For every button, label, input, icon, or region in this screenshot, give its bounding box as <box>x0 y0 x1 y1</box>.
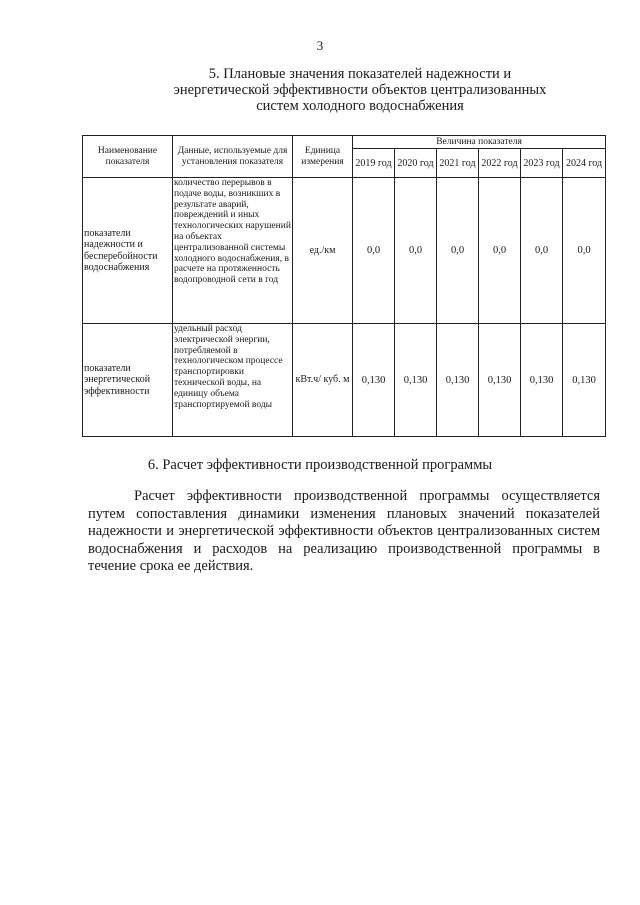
section-5-title-line: энергетической эффективности объектов централизованных <box>173 82 547 98</box>
row-unit: кВт.ч/ куб. м <box>293 324 353 437</box>
section-5-title-line: систем холодного водоснабжения <box>256 98 464 114</box>
section-5-title <box>120 66 600 114</box>
header-year: 2024 год <box>563 149 606 178</box>
header-year: 2021 год <box>437 149 479 178</box>
page-number: 3 <box>316 38 324 53</box>
header-year: 2023 год <box>521 149 563 178</box>
header-unit: Единица измерения <box>293 136 353 178</box>
indicators-table <box>82 135 606 437</box>
row-indicator-data: удельный расход электрической энергии, потребляемой в технологическом процессе транспортировки технической воды, на единицу объема транспортируемой воды <box>173 324 293 437</box>
header-value-group: Величина показателя <box>353 136 606 149</box>
row-value: 0,0 <box>479 178 521 324</box>
row-indicator-name: показатели надежности и бесперебойности водоснабжения <box>83 178 173 324</box>
header-name: Наименование показателя <box>83 136 173 178</box>
row-value: 0,130 <box>437 324 479 437</box>
row-value: 0,0 <box>437 178 479 324</box>
row-value: 0,0 <box>353 178 395 324</box>
row-value: 0,0 <box>395 178 437 324</box>
row-value: 0,130 <box>353 324 395 437</box>
row-value: 0,0 <box>521 178 563 324</box>
row-value: 0,130 <box>563 324 606 437</box>
header-year: 2022 год <box>479 149 521 178</box>
row-value: 0,130 <box>395 324 437 437</box>
row-value: 0,0 <box>563 178 606 324</box>
table-row <box>83 178 606 324</box>
row-unit: ед./км <box>293 178 353 324</box>
body-paragraph: Расчет эффективности производственной программы осуществляется путем сопоставления динамики изменения плановых значений показателей надежности и энергетической эффективности объектов централизованных систем водоснабжения и расходов на реализацию производственной программы в течение срока ее действия. <box>88 488 600 574</box>
header-data: Данные, используемые для установления показателя <box>173 136 293 178</box>
row-value: 0,130 <box>479 324 521 437</box>
section-6-title: 6. Расчет эффективности производственной программы <box>147 457 493 473</box>
table-row <box>83 324 606 437</box>
row-indicator-name: показатели энергетической эффективности <box>83 324 173 437</box>
row-value: 0,130 <box>521 324 563 437</box>
section-5-title-line: 5. Плановые значения показателей надежности и <box>208 66 512 82</box>
header-year: 2020 год <box>395 149 437 178</box>
header-year: 2019 год <box>353 149 395 178</box>
row-indicator-data: количество перерывов в подаче воды, возникших в результате аварий, повреждений и иных технологических нарушений на объектах централизованной системы холодного водоснабжения, в расчете на протяженность водопроводной сети в год <box>173 178 293 324</box>
